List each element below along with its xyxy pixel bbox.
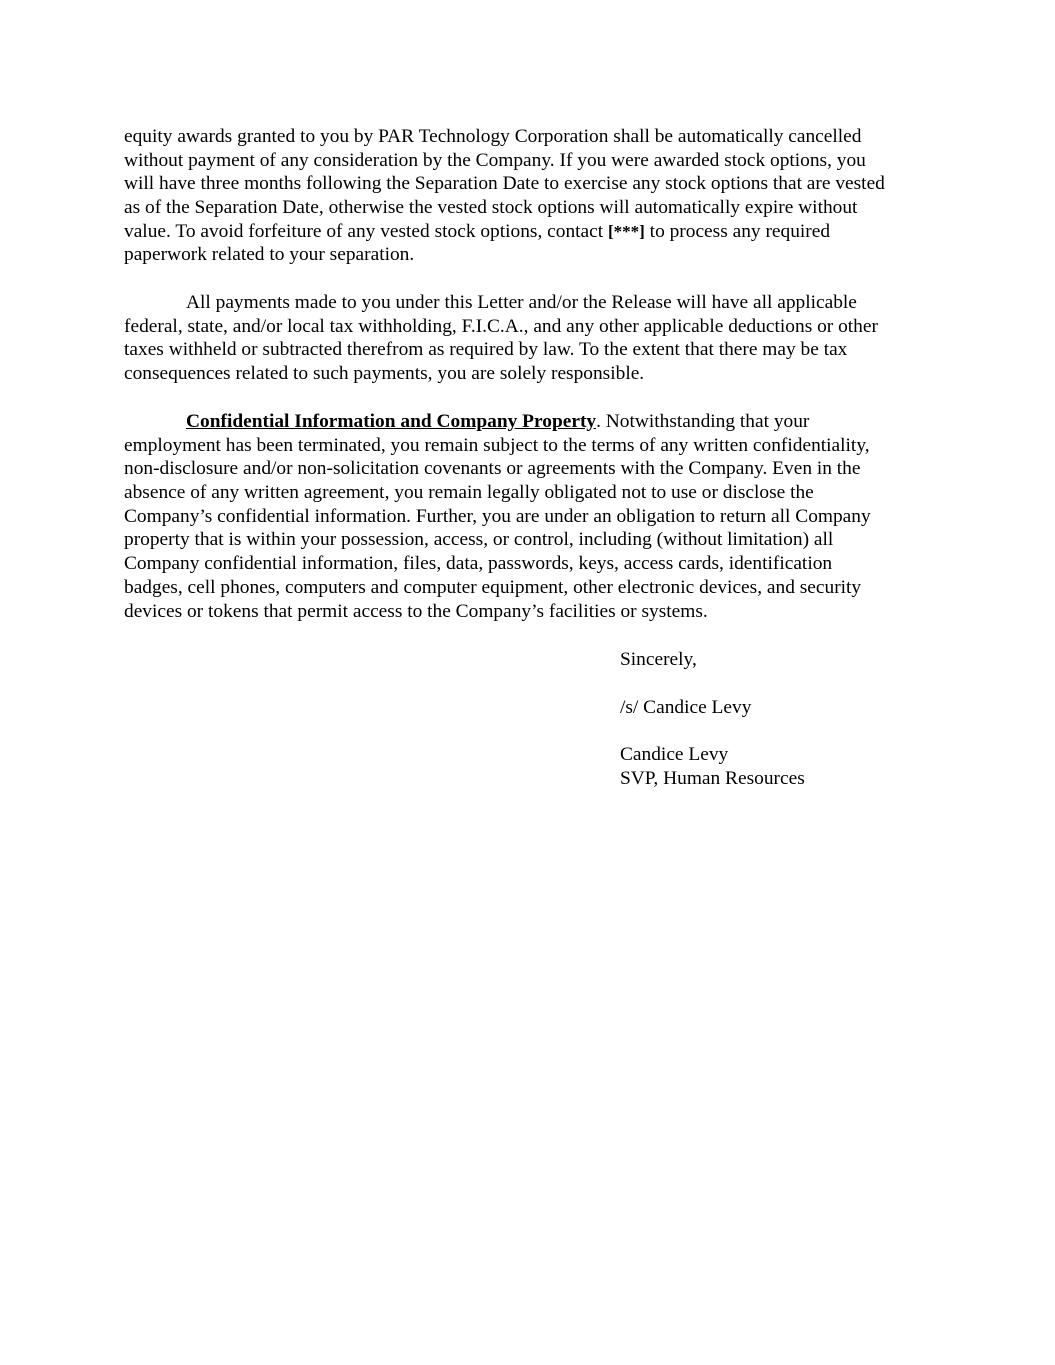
paragraph-equity-awards	[124, 125, 944, 267]
paragraph-confidential-information	[124, 410, 944, 623]
paragraph-tax-withholding	[124, 291, 944, 386]
text-segment: to process any required	[644, 220, 831, 242]
text-line: employment has been terminated, you remain subject to the terms of any written confidentiality,	[124, 434, 870, 456]
text-line: without payment of any consideration by the Company. If you were awarded stock options, you	[124, 149, 866, 171]
signatory-name: Candice Levy	[620, 744, 729, 765]
text-line	[124, 410, 944, 434]
text-segment: All payments made to you under this Letter and/or the Release will have all applicable	[186, 292, 857, 313]
text-line: will have three months following the Separation Date to exercise any stock options that are vested	[124, 173, 885, 195]
text-line: paperwork related to your separation.	[124, 244, 415, 266]
text-line: devices or tokens that permit access to the Company’s facilities or systems.	[124, 600, 708, 622]
text-line: taxes withheld or subtracted therefrom as required by law. To the extent that there may be tax	[124, 339, 848, 361]
text-line: as of the Separation Date, otherwise the vested stock options will automatically expire without	[124, 197, 858, 219]
signature-signed: /s/ Candice Levy	[620, 697, 752, 718]
text-line: equity awards granted to you by PAR Technology Corporation shall be automatically cancelled	[124, 126, 862, 147]
text-line: property that is within your possession, access, or control, including (without limitation) all	[124, 529, 834, 551]
text-line: absence of any written agreement, you remain legally obligated not to use or disclose the	[124, 482, 814, 504]
text-segment: value. To avoid forfeiture of any vested stock options, contact	[124, 220, 608, 242]
signatory-title: SVP, Human Resources	[620, 768, 805, 789]
text-line: federal, state, and/or local tax withholding, F.I.C.A., and any other applicable deductions or other	[124, 315, 878, 337]
text-line	[124, 220, 944, 244]
text-line: Company confidential information, files, data, passwords, keys, access cards, identification	[124, 553, 833, 575]
text-line: badges, cell phones, computers and computer equipment, other electronic devices, and security	[124, 576, 862, 598]
redacted-marker: [***]	[608, 221, 645, 241]
text-line	[124, 291, 944, 315]
text-segment: . Notwithstanding that your	[596, 411, 810, 432]
text-line: non-disclosure and/or non-solicitation covenants or agreements with the Company. Even in the	[124, 458, 861, 480]
text-line: consequences related to such payments, you are solely responsible.	[124, 363, 645, 385]
section-heading: Confidential Information and Company Property	[186, 411, 597, 432]
signature-closing: Sincerely,	[620, 649, 697, 670]
text-line: Company’s confidential information. Further, you are under an obligation to return all Company	[124, 505, 871, 527]
